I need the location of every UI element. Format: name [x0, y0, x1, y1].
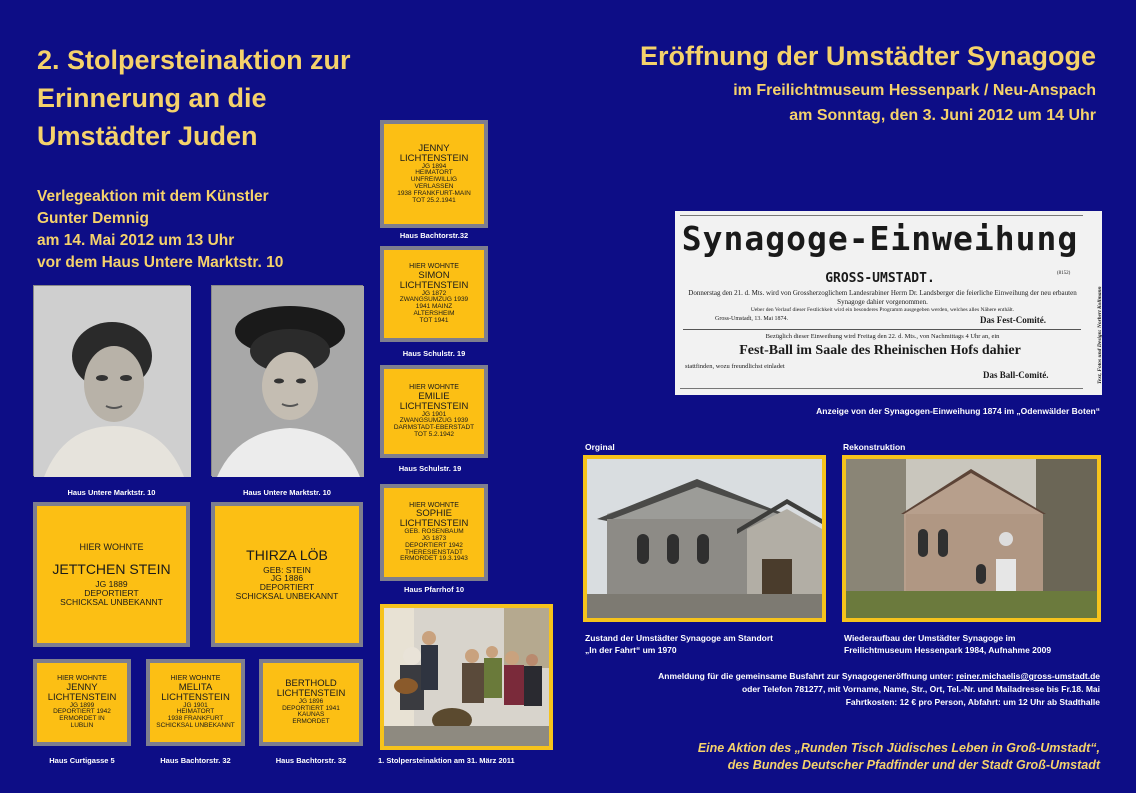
- right-title: Eröffnung der Umstädter Synagoge: [639, 41, 1096, 71]
- original-caption-line-2: „In der Fahrt“ um 1970: [585, 645, 677, 655]
- stone-line: DEPORTIERT 1942: [53, 708, 111, 716]
- stone-line: JG 1901: [183, 701, 208, 709]
- stone-line: SCHICKSAL UNBEKANNT: [60, 596, 163, 607]
- stone-line: TOT 5.2.1942: [414, 430, 454, 438]
- stone-line: ERMORDET: [292, 718, 330, 726]
- stone-name: JETTCHEN STEIN: [52, 560, 171, 577]
- stone-line: VERLASSEN: [414, 182, 454, 190]
- portrait-2-caption: Haus Untere Marktstr. 10: [243, 488, 331, 497]
- event-photo-image: [384, 608, 549, 746]
- info-line: vor dem Haus Untere Marktstr. 10: [37, 254, 284, 271]
- right-subtitle-location: im Freilichtmuseum Hessenpark / Neu-Anspach: [733, 82, 1096, 99]
- info-line: am 14. Mai 2012 um 13 Uhr: [37, 232, 235, 249]
- stone-line: DEPORTIERT 1942: [405, 541, 463, 549]
- stone-name: JENNY: [418, 142, 450, 154]
- stone-line: JG 1901: [421, 410, 447, 418]
- stone-name: EMILIE: [418, 390, 450, 402]
- event-photo-2011: [380, 604, 553, 750]
- stone-name: LICHTENSTEIN: [161, 691, 230, 703]
- stone-line: JG 1894: [421, 162, 447, 170]
- stone-name: SIMON: [418, 269, 450, 281]
- stone-caption: Haus Curtigasse 5: [49, 756, 115, 765]
- left-info: [37, 186, 357, 274]
- stone-line: SCHICKSAL UNBEKANNT: [156, 721, 235, 729]
- stone-line: ZWANGSUMZUG 1939: [399, 296, 469, 304]
- registration-line-3: Fahrtkosten: 12 € pro Person, Abfahrt: um 12 Uhr ab Stadthalle: [845, 697, 1100, 707]
- stone-line: JG 1873: [421, 534, 447, 542]
- newspaper-credit: Text, Fotos und Design: Norbert Kollmann: [1097, 286, 1103, 384]
- stone-name: LICHTENSTEIN: [399, 279, 469, 291]
- event-photo-caption: 1. Stolpersteinaktion am 31. März 2011: [378, 756, 515, 765]
- stone-line: JG 1896: [298, 697, 324, 705]
- stone-line: DEPORTIERT 1941: [282, 704, 340, 712]
- stone-caption: Haus Bachtorstr. 32: [275, 756, 347, 765]
- newspaper-paragraph-2: Ueber den Verlauf dieser Festlichkeit wird ein besonderes Programm ausgegeben werden, welches alles Nähere enthält.: [750, 307, 1015, 313]
- registration-text: Anmeldung für die gemeinsame Busfahrt zur Synagogeneröffnung unter:: [658, 671, 957, 681]
- newspaper-signature-2: Das Ball-Comité.: [983, 370, 1049, 380]
- stone-berthold-lichtenstein: [259, 659, 363, 746]
- stone-line: HEIMATORT: [176, 708, 215, 716]
- stone-caption: Haus Bachtorstr.32: [399, 231, 469, 240]
- reconstruction-caption-line-1: Wiederaufbau der Umstädter Synagoge im: [844, 633, 1016, 643]
- stone-melita-lichtenstein: [146, 659, 245, 746]
- stone-simon-lichtenstein: [380, 246, 488, 342]
- stone-line: DEPORTIERT: [259, 582, 315, 593]
- stone-line: KAUNAS: [297, 711, 325, 719]
- stone-line: TOT 1941: [419, 316, 449, 324]
- newspaper-date: Gross-Umstadt, 13. Mai 1874.: [715, 316, 788, 322]
- synagogue-reconstruction-image: [846, 459, 1097, 618]
- stone-sophie-lichtenstein: [380, 484, 488, 581]
- left-title-line: Umstädter Juden: [37, 121, 258, 151]
- stone-line: JG 1899: [69, 701, 95, 709]
- stone-name: JENNY: [66, 681, 98, 693]
- portrait-photo-1: [33, 285, 190, 476]
- stone-line: GEB. ROSENBAUM: [404, 528, 464, 536]
- stone-emilie-lichtenstein: [380, 365, 488, 458]
- stone-caption: Haus Bachtorstr. 32: [160, 756, 231, 765]
- stone-line: DEPORTIERT: [84, 587, 139, 598]
- registration-line-1: [560, 670, 1100, 682]
- stone-line: ERMORDET 19.3.1943: [400, 555, 468, 563]
- stone-line: 1938 FRANKFURT-MAIN: [397, 189, 471, 197]
- stone-name: LICHTENSTEIN: [399, 400, 469, 412]
- info-line: Verlegeaktion mit dem Künstler: [37, 188, 269, 205]
- stone-line: JG 1886: [270, 573, 304, 584]
- stone-line: GEB: STEIN: [263, 564, 311, 575]
- newspaper-divider: [683, 329, 1081, 330]
- reconstruction-label: Rekonstruktion: [843, 442, 906, 452]
- newspaper-caption: Anzeige von der Synagogen-Einweihung 1874 im „Odenwälder Boten“: [816, 406, 1100, 416]
- original-caption-line-1: Zustand der Umstädter Synagoge am Standort: [585, 633, 773, 643]
- registration-line-2: oder Telefon 781277, mit Vorname, Name, Str., Ort, Tel.-Nr. und Mailadresse bis Fr.18. Mai: [741, 684, 1100, 694]
- stone-line: HIER WOHNTE: [79, 541, 144, 552]
- stone-jenny-lichtenstein: [380, 120, 488, 228]
- newspaper-number: (8152): [1057, 271, 1071, 276]
- stone-line: 1938 FRANKFURT: [167, 715, 224, 723]
- stone-line: ZWANGSUMZUG 1939: [399, 417, 469, 425]
- stone-name: THIRZA LÖB: [246, 546, 328, 563]
- newspaper-clipping: [675, 211, 1102, 395]
- stone-caption: Haus Pfarrhof 10: [403, 585, 465, 594]
- stone-line: JG 1889: [95, 578, 128, 589]
- left-title: [37, 41, 377, 155]
- synagogue-original-photo: [583, 455, 826, 622]
- right-subtitle-date: am Sonntag, den 3. Juni 2012 um 14 Uhr: [789, 107, 1096, 124]
- stone-line: UNFREIWILLIG: [410, 176, 458, 184]
- stone-thirza-loeb: [211, 502, 363, 647]
- stone-line: HIER WOHNTE: [170, 675, 221, 683]
- newspaper-paragraph-1: Donnerstag den 21. d. Mts. wird von Grossherzoglichem Landesrabiner Herrn Dr. Landsberger die feierliche Einweihung der neu erbauten Synagoge dahier vorgenommen.: [688, 289, 1077, 306]
- stone-name: BERTHOLD: [285, 677, 337, 689]
- portrait-1-image: [34, 286, 191, 477]
- left-title-line: 2. Stolpersteinaktion zur: [37, 45, 351, 75]
- stone-line: ALTERSHEIM: [413, 310, 455, 318]
- stone-line: HIER WOHNTE: [57, 675, 107, 683]
- registration-email-link[interactable]: reiner.michaelis@gross-umstadt.de: [956, 671, 1100, 681]
- portrait-photo-2: [211, 285, 363, 476]
- stone-line: HIER WOHNTE: [409, 501, 459, 509]
- newspaper-place: GROSS-UMSTADT.: [825, 271, 935, 286]
- stone-jettchen-stein: [33, 502, 190, 647]
- footer-line-2: des Bundes Deutscher Pfadfinder und der Stadt Groß-Umstadt: [727, 758, 1100, 772]
- newspaper-headline: Synagoge-Einweihung: [681, 219, 1079, 258]
- stone-name: LICHTENSTEIN: [399, 518, 469, 530]
- stone-line: TOT 25.2.1941: [412, 196, 456, 204]
- stone-line: 1941 MAINZ: [415, 303, 453, 311]
- stone-line: HIER WOHNTE: [409, 263, 459, 271]
- stone-name: LICHTENSTEIN: [399, 152, 469, 164]
- stone-caption: Haus Schulstr. 19: [402, 349, 466, 358]
- stone-line: DARMSTADT-EBERSTADT: [393, 424, 475, 432]
- stone-name: MELITA: [178, 681, 213, 693]
- stone-line: HEIMATORT: [415, 169, 453, 177]
- reconstruction-caption-line-2: Freilichtmuseum Hessenpark 1984, Aufnahme 2009: [844, 645, 1052, 655]
- stone-name: SOPHIE: [416, 508, 452, 520]
- stone-line: HIER WOHNTE: [409, 384, 459, 392]
- left-title-line: Erinnerung an die: [37, 83, 267, 113]
- stone-line: ERMORDET IN: [59, 715, 105, 723]
- newspaper-ball: Fest-Ball im Saale des Rheinischen Hofs dahier: [739, 343, 1021, 358]
- stone-name: LICHTENSTEIN: [276, 687, 346, 699]
- portrait-2-image: [212, 286, 364, 477]
- stone-caption: Haus Schulstr. 19: [398, 464, 462, 473]
- synagogue-original-image: [587, 459, 822, 618]
- stone-line: LUBLIN: [70, 721, 94, 729]
- stone-jenny-lichtenstein-lublin: [33, 659, 131, 746]
- stone-line: SCHICKSAL UNBEKANNT: [235, 591, 339, 602]
- footer: [560, 740, 1100, 774]
- newspaper-signature-1: Das Fest-Comité.: [980, 315, 1046, 325]
- footer-line-1: Eine Aktion des „Runden Tisch Jüdisches Leben in Groß-Umstadt“,: [697, 741, 1100, 755]
- portrait-1-caption: Haus Untere Marktstr. 10: [67, 488, 156, 497]
- newspaper-paragraph-3: Bezüglich dieser Einweihung wird Freitag den 22. d. Mts., von Nachmittags 4 Uhr an, ein: [765, 333, 1000, 340]
- synagogue-reconstruction-photo: [842, 455, 1101, 622]
- newspaper-paragraph-4: stattfinden, wozu freundlichst einladet: [685, 363, 785, 370]
- original-label: Orginal: [585, 442, 615, 452]
- info-line: Gunter Demnig: [37, 210, 149, 227]
- stone-name: LICHTENSTEIN: [47, 691, 117, 703]
- stone-line: THERESIENSTADT: [404, 548, 464, 556]
- stone-line: JG 1872: [421, 289, 447, 297]
